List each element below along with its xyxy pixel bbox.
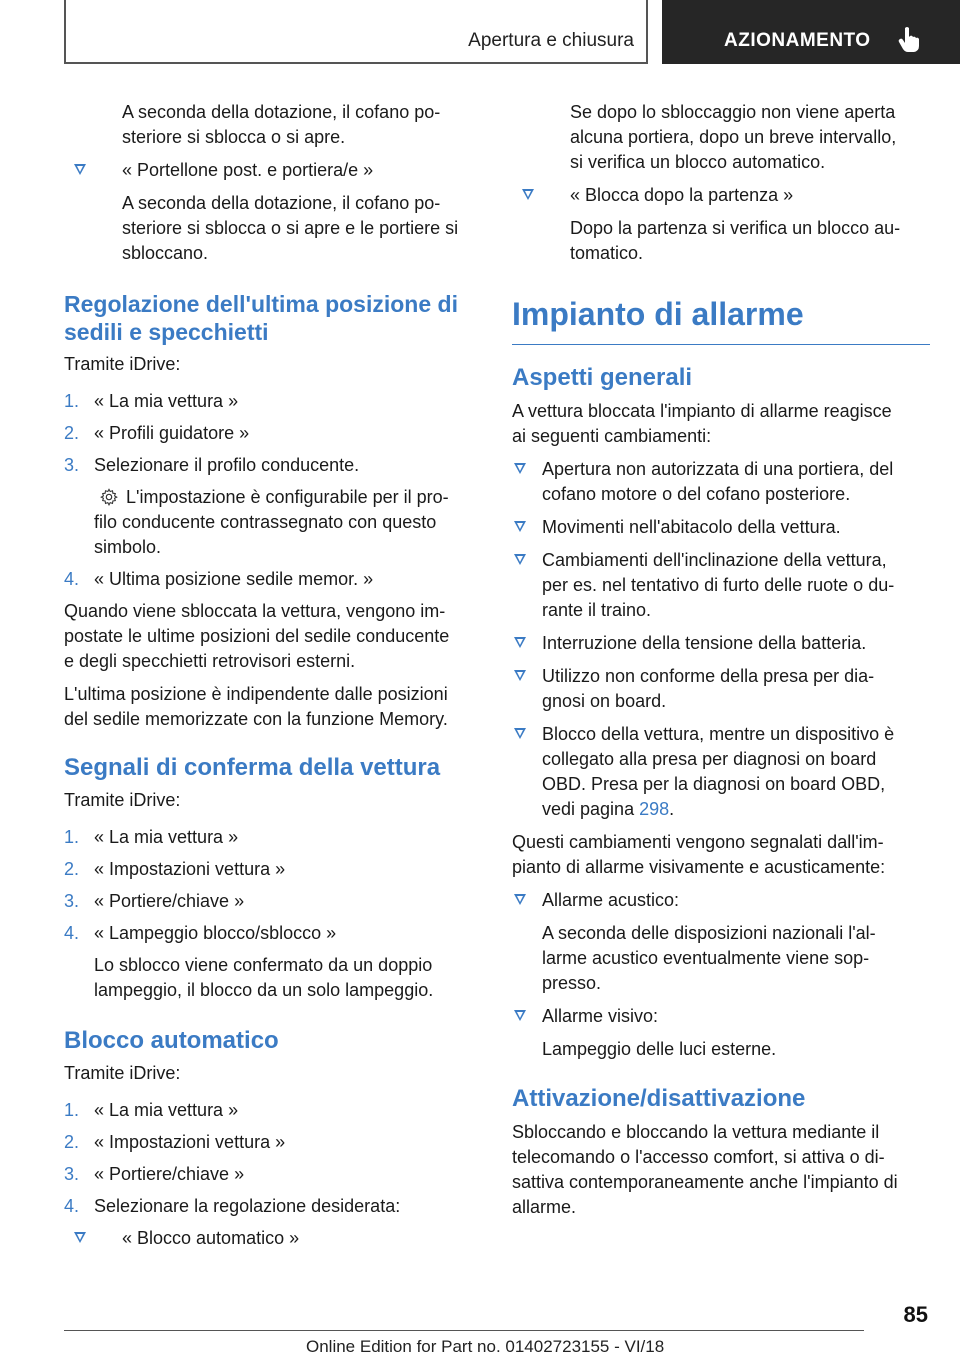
paragraph: A vettura bloccata l'impianto di allarme reagisce ai seguenti cambiamenti: (512, 401, 892, 446)
triangle-bullet-icon (514, 894, 526, 905)
left-column (64, 100, 478, 1259)
numbered-item (64, 825, 478, 850)
tramite-idrive: Tramite iDrive: (64, 790, 181, 810)
item-text: « La mia vettura » (94, 391, 239, 411)
paragraph: Questi cambiamenti vengono segnalati dall'im- pianto di allarme visivamente e acusticamente: (512, 832, 886, 877)
page-number: 85 (903, 1302, 928, 1327)
item-number: 1. (64, 1100, 80, 1120)
triangle-bullet-icon (514, 554, 526, 565)
bullet-text: Interruzione della tensione della batteria. (542, 633, 867, 653)
bullet-text: Lampeggio delle luci esterne. (542, 1039, 777, 1059)
item-number: 1. (64, 391, 80, 411)
triangle-bullet-icon (514, 637, 526, 648)
page-reference-link[interactable]: 298 (639, 799, 670, 819)
bullet-text: Apertura non autorizzata di una portiera, del cofano motore o del cofano posteriore. (542, 459, 894, 504)
item-number: 3. (64, 1164, 80, 1184)
numbered-item (64, 1130, 478, 1155)
bullet-item (512, 548, 930, 623)
numbered-item (64, 1162, 478, 1187)
header-chapter-title: AZIONAMENTO (724, 30, 871, 51)
heading-regolazione: Regolazione dell'ultima posizione di sedili e specchietti (64, 291, 458, 345)
bullet-text: Utilizzo non conforme della presa per dia- gnosi on board. (542, 666, 875, 711)
bullet-item (512, 515, 930, 540)
bullet-item (512, 664, 930, 714)
numbered-item (64, 1098, 478, 1123)
item-number: 2. (64, 1132, 80, 1152)
bullet-label: « Blocco automatico » (122, 1228, 300, 1248)
item-text: « Portiere/chiave » (94, 1164, 245, 1184)
bullet-item (512, 457, 930, 507)
item-text: « Ultima posizione sedile memor. » (94, 569, 374, 589)
triangle-bullet-icon (514, 463, 526, 474)
item-number: 3. (64, 455, 80, 475)
right-column (512, 100, 930, 1220)
footer-divider (64, 1330, 864, 1331)
numbered-item (64, 857, 478, 882)
bullet-label: Allarme acustico: (542, 890, 680, 910)
hand-pointer-icon (898, 26, 920, 52)
bullet-text: A seconda delle disposizioni nazionali l'al- larme acustico eventualmente viene sop- presso. (542, 923, 876, 993)
bullet-item (512, 1004, 930, 1062)
item-text: « Profili guidatore » (94, 423, 250, 443)
item-number: 2. (64, 423, 80, 443)
bullet-item (512, 183, 930, 266)
numbered-item (64, 921, 478, 946)
numbered-item (64, 889, 478, 914)
item-text: « Portiere/chiave » (94, 891, 245, 911)
numbered-item (64, 389, 478, 414)
bullet-item (512, 631, 930, 656)
paragraph: L'ultima posizione è indipendente dalle posizioni del sedile memorizzate con la funzione Memory. (64, 684, 448, 729)
numbered-item (64, 421, 478, 446)
tramite-idrive: Tramite iDrive: (64, 1063, 181, 1083)
header-section-title: Apertura e chiusura (468, 30, 634, 51)
triangle-bullet-icon (514, 1010, 526, 1021)
footer-edition: Online Edition for Part no. 01402723155 - VI/18 (306, 1337, 665, 1356)
triangle-bullet-icon (522, 189, 534, 200)
heading-attivazione: Attivazione/disattivazione (512, 1085, 806, 1112)
bullet-label: Allarme visivo: (542, 1006, 659, 1026)
gear-icon (100, 488, 118, 506)
gear-note-text: L'impostazione è configurabile per il pro- filo conducente contrassegnato con questo simbolo. (94, 487, 449, 557)
triangle-bullet-icon (514, 728, 526, 739)
item-text: « La mia vettura » (94, 827, 239, 847)
heading-aspetti-generali: Aspetti generali (512, 364, 693, 391)
triangle-bullet-icon (74, 164, 86, 175)
item-number: 3. (64, 891, 80, 911)
item-number: 1. (64, 827, 80, 847)
bullet-obd-text: Blocco della vettura, mentre un dispositivo è collegato alla presa per diagnosi on board OBD. Presa per la diagnosi on board OBD, vedi pagina (542, 724, 895, 819)
item-number: 4. (64, 923, 80, 943)
item-text: « Impostazioni vettura » (94, 1132, 286, 1152)
bullet-item (64, 158, 478, 266)
tramite-idrive: Tramite iDrive: (64, 354, 181, 374)
numbered-item (64, 1194, 478, 1219)
item-number: 2. (64, 859, 80, 879)
paragraph: Quando viene sbloccata la vettura, vengono im- postate le ultime posizioni del sedile conducente e degli specchietti retrovisori esterni. (64, 601, 450, 671)
list-note: Lo sblocco viene confermato da un doppio lampeggio, il blocco da un solo lampeggio. (94, 955, 434, 1000)
triangle-bullet-icon (74, 1232, 86, 1243)
paragraph: Sbloccando e bloccando la vettura mediante il telecomando o l'accesso comfort, si attiva o di- sattiva contemporaneamente anche l'impianto di allarme. (512, 1122, 898, 1217)
bullet-text: Cambiamenti dell'inclinazione della vettura, per es. nel tentativo di furto delle ruote o du- rante il traino. (542, 550, 895, 620)
item-number: 4. (64, 569, 80, 589)
bullet-text: Dopo la partenza si verifica un blocco au- tomatico. (570, 218, 901, 263)
page-header (0, 0, 960, 66)
paragraph: A seconda della dotazione, il cofano po- steriore si sblocca o si apre. (122, 102, 441, 147)
item-text: Selezionare la regolazione desiderata: (94, 1196, 401, 1216)
triangle-bullet-icon (514, 521, 526, 532)
item-text: « Impostazioni vettura » (94, 859, 286, 879)
header-chapter-box (662, 0, 960, 64)
heading-impianto-di-allarme: Impianto di allarme (512, 294, 930, 345)
bullet-text (542, 722, 930, 822)
numbered-item (64, 453, 478, 478)
bullet-label: « Blocca dopo la partenza » (570, 185, 794, 205)
item-text: « La mia vettura » (94, 1100, 239, 1120)
bullet-text: Movimenti nell'abitacolo della vettura. (542, 517, 841, 537)
bullet-text: A seconda della dotazione, il cofano po- steriore si sblocca o si apre e le portiere si sbloccano. (122, 193, 459, 263)
heading-blocco-automatico: Blocco automatico (64, 1027, 279, 1054)
bullet-item (512, 888, 930, 996)
gear-note (64, 485, 478, 560)
bullet-item (512, 722, 930, 822)
item-text: Selezionare il profilo conducente. (94, 455, 360, 475)
bullet-label: « Portellone post. e portiera/e » (122, 160, 374, 180)
item-number: 4. (64, 1196, 80, 1216)
numbered-item (64, 567, 478, 592)
item-text: « Lampeggio blocco/sblocco » (94, 923, 337, 943)
paragraph: Se dopo lo sbloccaggio non viene aperta alcuna portiera, dopo un breve intervallo, si verifica un blocco automatico. (570, 102, 897, 172)
heading-segnali: Segnali di conferma della vettura (64, 754, 441, 781)
triangle-bullet-icon (514, 670, 526, 681)
bullet-obd-end: . (669, 799, 675, 819)
bullet-item (64, 1226, 478, 1251)
